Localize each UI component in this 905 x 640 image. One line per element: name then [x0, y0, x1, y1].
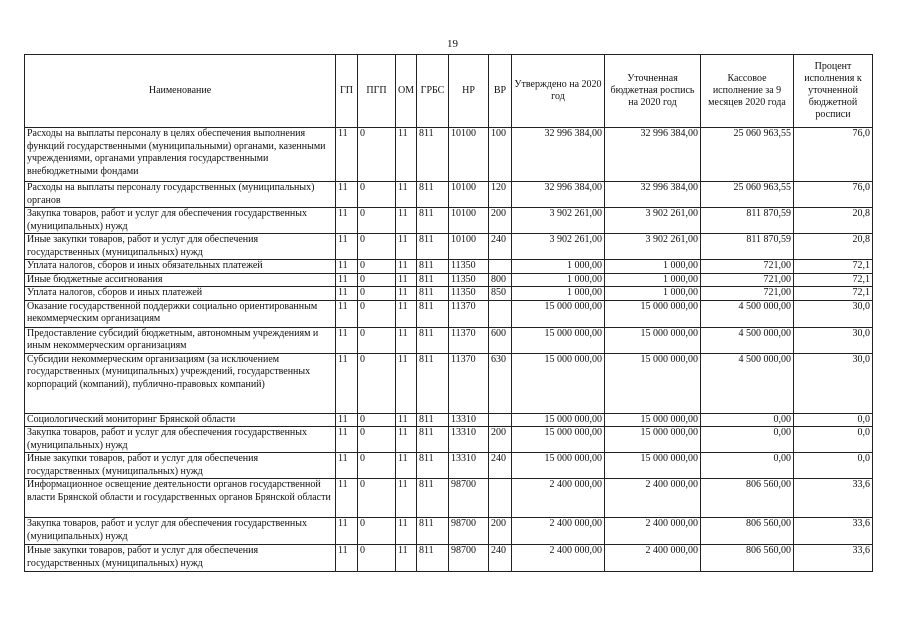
cell-vr [489, 300, 512, 327]
cell-percent: 20,8 [794, 208, 873, 234]
cell-om: 11 [396, 208, 417, 234]
table-row [25, 208, 873, 234]
cell-gp: 11 [336, 413, 358, 427]
cell-vr: 200 [489, 518, 512, 545]
table-row [25, 427, 873, 453]
cell-cash: 806 560,00 [701, 545, 794, 572]
cell-pgp: 0 [358, 327, 396, 353]
cell-om: 11 [396, 327, 417, 353]
cell-percent: 76,0 [794, 182, 873, 208]
cell-om: 11 [396, 427, 417, 453]
table-row [25, 413, 873, 427]
cell-cash: 0,00 [701, 427, 794, 453]
header-pgp: ПГП [358, 55, 396, 128]
page-number: 19 [447, 38, 458, 50]
cell-cash: 4 500 000,00 [701, 353, 794, 413]
cell-nr: 98700 [449, 545, 489, 572]
cell-gp: 11 [336, 234, 358, 260]
cell-name: Закупка товаров, работ и услуг для обеспечения государственных (муниципальных) нужд [25, 518, 336, 545]
cell-pgp: 0 [358, 453, 396, 479]
cell-pgp: 0 [358, 128, 396, 182]
cell-approved: 1 000,00 [512, 260, 605, 274]
cell-approved: 15 000 000,00 [512, 413, 605, 427]
cell-approved: 1 000,00 [512, 273, 605, 287]
cell-grbs: 811 [417, 413, 449, 427]
cell-cash: 25 060 963,55 [701, 128, 794, 182]
cell-nr: 11350 [449, 273, 489, 287]
cell-vr: 100 [489, 128, 512, 182]
cell-name: Предоставление субсидий бюджетным, автономным учреждениям и иным некоммерческим организациям [25, 327, 336, 353]
cell-nr: 13310 [449, 453, 489, 479]
cell-om: 11 [396, 234, 417, 260]
cell-pgp: 0 [358, 353, 396, 413]
cell-cash: 811 870,59 [701, 234, 794, 260]
cell-grbs: 811 [417, 260, 449, 274]
cell-pgp: 0 [358, 182, 396, 208]
cell-nr: 13310 [449, 413, 489, 427]
cell-vr: 240 [489, 453, 512, 479]
cell-vr: 800 [489, 273, 512, 287]
cell-approved: 3 902 261,00 [512, 234, 605, 260]
budget-table [24, 54, 873, 572]
table-row [25, 128, 873, 182]
cell-vr: 240 [489, 234, 512, 260]
cell-gp: 11 [336, 353, 358, 413]
header-gp: ГП [336, 55, 358, 128]
cell-percent: 0,0 [794, 413, 873, 427]
cell-om: 11 [396, 287, 417, 301]
cell-grbs: 811 [417, 427, 449, 453]
cell-refined: 15 000 000,00 [605, 427, 701, 453]
cell-grbs: 811 [417, 128, 449, 182]
cell-pgp: 0 [358, 545, 396, 572]
cell-refined: 2 400 000,00 [605, 518, 701, 545]
cell-percent: 30,0 [794, 300, 873, 327]
cell-cash: 4 500 000,00 [701, 327, 794, 353]
cell-grbs: 811 [417, 287, 449, 301]
cell-approved: 15 000 000,00 [512, 327, 605, 353]
table-row [25, 234, 873, 260]
header-name: Наименование [25, 55, 336, 128]
cell-pgp: 0 [358, 287, 396, 301]
cell-grbs: 811 [417, 327, 449, 353]
cell-gp: 11 [336, 453, 358, 479]
table-row [25, 518, 873, 545]
table-body [25, 128, 873, 572]
header-grbs: ГРБС [417, 55, 449, 128]
header-vr: ВР [489, 55, 512, 128]
cell-approved: 15 000 000,00 [512, 427, 605, 453]
cell-grbs: 811 [417, 182, 449, 208]
table-row [25, 273, 873, 287]
cell-om: 11 [396, 128, 417, 182]
cell-grbs: 811 [417, 479, 449, 518]
cell-nr: 98700 [449, 479, 489, 518]
cell-grbs: 811 [417, 353, 449, 413]
cell-om: 11 [396, 453, 417, 479]
cell-vr [489, 260, 512, 274]
cell-refined: 32 996 384,00 [605, 128, 701, 182]
cell-gp: 11 [336, 327, 358, 353]
cell-nr: 11350 [449, 260, 489, 274]
cell-gp: 11 [336, 260, 358, 274]
cell-nr: 10100 [449, 182, 489, 208]
cell-cash: 811 870,59 [701, 208, 794, 234]
cell-grbs: 811 [417, 300, 449, 327]
cell-name: Расходы на выплаты персоналу государственных (муниципальных) органов [25, 182, 336, 208]
cell-approved: 32 996 384,00 [512, 182, 605, 208]
cell-grbs: 811 [417, 453, 449, 479]
cell-percent: 72,1 [794, 273, 873, 287]
cell-nr: 11370 [449, 353, 489, 413]
cell-name: Закупка товаров, работ и услуг для обеспечения государственных (муниципальных) нужд [25, 208, 336, 234]
cell-refined: 1 000,00 [605, 287, 701, 301]
cell-pgp: 0 [358, 479, 396, 518]
cell-grbs: 811 [417, 273, 449, 287]
cell-gp: 11 [336, 182, 358, 208]
cell-gp: 11 [336, 300, 358, 327]
header-row [25, 55, 873, 128]
cell-name: Информационное освещение деятельности органов государственной власти Брянской области и государственных органов Брянской области [25, 479, 336, 518]
cell-cash: 0,00 [701, 413, 794, 427]
cell-percent: 33,6 [794, 518, 873, 545]
cell-nr: 10100 [449, 208, 489, 234]
cell-percent: 72,1 [794, 287, 873, 301]
cell-refined: 3 902 261,00 [605, 208, 701, 234]
cell-approved: 2 400 000,00 [512, 545, 605, 572]
cell-gp: 11 [336, 208, 358, 234]
cell-vr: 600 [489, 327, 512, 353]
cell-gp: 11 [336, 273, 358, 287]
table-row [25, 453, 873, 479]
cell-refined: 15 000 000,00 [605, 353, 701, 413]
cell-pgp: 0 [358, 208, 396, 234]
cell-percent: 33,6 [794, 479, 873, 518]
cell-pgp: 0 [358, 300, 396, 327]
cell-cash: 0,00 [701, 453, 794, 479]
cell-refined: 2 400 000,00 [605, 545, 701, 572]
cell-om: 11 [396, 518, 417, 545]
table-row [25, 353, 873, 413]
cell-name: Субсидии некоммерческим организациям (за исключением государственных (муниципальных) учреждений, государственных корпораций (компаний), публично-правовых компаний) [25, 353, 336, 413]
cell-nr: 11370 [449, 327, 489, 353]
header-percent: Процент исполнения к уточненной бюджетной росписи [794, 55, 873, 128]
table-row [25, 182, 873, 208]
cell-name: Иные закупки товаров, работ и услуг для обеспечения государственных (муниципальных) нужд [25, 453, 336, 479]
cell-refined: 15 000 000,00 [605, 453, 701, 479]
cell-cash: 806 560,00 [701, 518, 794, 545]
cell-pgp: 0 [358, 273, 396, 287]
cell-nr: 11350 [449, 287, 489, 301]
cell-refined: 32 996 384,00 [605, 182, 701, 208]
cell-name: Уплата налогов, сборов и иных обязательных платежей [25, 260, 336, 274]
cell-approved: 3 902 261,00 [512, 208, 605, 234]
cell-vr: 120 [489, 182, 512, 208]
cell-name: Иные закупки товаров, работ и услуг для обеспечения государственных (муниципальных) нужд [25, 234, 336, 260]
cell-percent: 72,1 [794, 260, 873, 274]
cell-refined: 1 000,00 [605, 260, 701, 274]
cell-gp: 11 [336, 479, 358, 518]
cell-gp: 11 [336, 545, 358, 572]
table-row [25, 545, 873, 572]
cell-approved: 2 400 000,00 [512, 518, 605, 545]
cell-name: Расходы на выплаты персоналу в целях обеспечения выполнения функций государственными (муниципальными) органами, казенными учреждениями, органами управления государственными внебюджетными фондами [25, 128, 336, 182]
cell-om: 11 [396, 545, 417, 572]
cell-grbs: 811 [417, 208, 449, 234]
table-row [25, 300, 873, 327]
cell-nr: 13310 [449, 427, 489, 453]
cell-name: Социологический мониторинг Брянской области [25, 413, 336, 427]
cell-nr: 98700 [449, 518, 489, 545]
cell-om: 11 [396, 182, 417, 208]
cell-cash: 25 060 963,55 [701, 182, 794, 208]
cell-name: Иные бюджетные ассигнования [25, 273, 336, 287]
cell-om: 11 [396, 260, 417, 274]
cell-name: Оказание государственной поддержки социально ориентированным некоммерческим организациям [25, 300, 336, 327]
cell-name: Иные закупки товаров, работ и услуг для обеспечения государственных (муниципальных) нужд [25, 545, 336, 572]
cell-refined: 1 000,00 [605, 273, 701, 287]
cell-vr [489, 413, 512, 427]
cell-om: 11 [396, 479, 417, 518]
table-row [25, 260, 873, 274]
cell-vr: 240 [489, 545, 512, 572]
cell-nr: 10100 [449, 128, 489, 182]
cell-approved: 1 000,00 [512, 287, 605, 301]
cell-approved: 2 400 000,00 [512, 479, 605, 518]
cell-approved: 15 000 000,00 [512, 300, 605, 327]
cell-refined: 15 000 000,00 [605, 413, 701, 427]
cell-approved: 15 000 000,00 [512, 453, 605, 479]
cell-cash: 721,00 [701, 273, 794, 287]
cell-cash: 721,00 [701, 287, 794, 301]
cell-percent: 76,0 [794, 128, 873, 182]
table-row [25, 287, 873, 301]
cell-nr: 10100 [449, 234, 489, 260]
cell-grbs: 811 [417, 545, 449, 572]
cell-grbs: 811 [417, 234, 449, 260]
cell-gp: 11 [336, 518, 358, 545]
cell-vr: 630 [489, 353, 512, 413]
cell-grbs: 811 [417, 518, 449, 545]
header-nr: НР [449, 55, 489, 128]
cell-approved: 32 996 384,00 [512, 128, 605, 182]
cell-refined: 15 000 000,00 [605, 300, 701, 327]
cell-pgp: 0 [358, 260, 396, 274]
cell-om: 11 [396, 273, 417, 287]
cell-pgp: 0 [358, 413, 396, 427]
cell-name: Уплата налогов, сборов и иных платежей [25, 287, 336, 301]
cell-vr: 200 [489, 427, 512, 453]
cell-percent: 20,8 [794, 234, 873, 260]
cell-cash: 721,00 [701, 260, 794, 274]
cell-vr: 200 [489, 208, 512, 234]
cell-gp: 11 [336, 128, 358, 182]
cell-percent: 0,0 [794, 453, 873, 479]
cell-percent: 30,0 [794, 327, 873, 353]
cell-om: 11 [396, 353, 417, 413]
cell-refined: 2 400 000,00 [605, 479, 701, 518]
table-row [25, 479, 873, 518]
cell-pgp: 0 [358, 234, 396, 260]
cell-om: 11 [396, 300, 417, 327]
cell-refined: 3 902 261,00 [605, 234, 701, 260]
header-approved: Утверждено на 2020 год [512, 55, 605, 128]
cell-approved: 15 000 000,00 [512, 353, 605, 413]
header-cash: Кассовое исполнение за 9 месяцев 2020 года [701, 55, 794, 128]
header-refined: Уточненная бюджетная роспись на 2020 год [605, 55, 701, 128]
cell-name: Закупка товаров, работ и услуг для обеспечения государственных (муниципальных) нужд [25, 427, 336, 453]
cell-gp: 11 [336, 427, 358, 453]
table-row [25, 327, 873, 353]
cell-vr: 850 [489, 287, 512, 301]
cell-refined: 15 000 000,00 [605, 327, 701, 353]
cell-cash: 4 500 000,00 [701, 300, 794, 327]
cell-pgp: 0 [358, 427, 396, 453]
cell-percent: 0,0 [794, 427, 873, 453]
cell-om: 11 [396, 413, 417, 427]
cell-cash: 806 560,00 [701, 479, 794, 518]
cell-percent: 33,6 [794, 545, 873, 572]
cell-vr [489, 479, 512, 518]
cell-percent: 30,0 [794, 353, 873, 413]
header-om: ОМ [396, 55, 417, 128]
cell-gp: 11 [336, 287, 358, 301]
cell-pgp: 0 [358, 518, 396, 545]
cell-nr: 11370 [449, 300, 489, 327]
